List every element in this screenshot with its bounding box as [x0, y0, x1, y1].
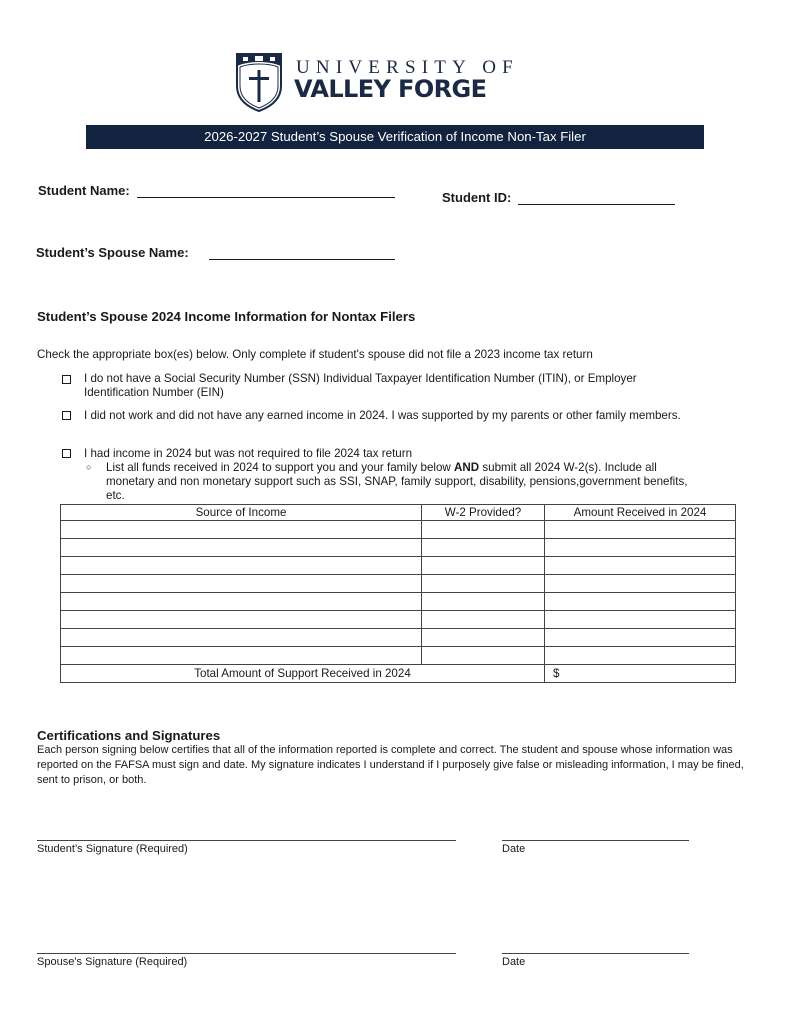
spouse-name-label: Student’s Spouse Name: [36, 245, 189, 260]
student-id-label: Student ID: [442, 190, 512, 205]
income-section-title: Student’s Spouse 2024 Income Information for Nontax Filers [37, 309, 416, 324]
source-cell[interactable] [61, 575, 422, 593]
income-instruction: Check the appropriate box(es) below. Only complete if student's spouse did not file a 2023 income tax return [37, 348, 593, 361]
w2-cell[interactable] [422, 557, 545, 575]
option-checkbox-not-required[interactable] [62, 449, 71, 458]
spouse-signature-label: Spouse’s Signature (Required) [37, 956, 188, 968]
source-cell[interactable] [61, 629, 422, 647]
amount-cell[interactable] [545, 575, 736, 593]
source-cell[interactable] [61, 539, 422, 557]
option-label-not-required: I had income in 2024 but was not required to file 2024 tax return [84, 447, 413, 460]
table-row [61, 539, 736, 557]
table-row [61, 629, 736, 647]
funds-instruction-part1: List all funds received in 2024 to support you and your family below [106, 461, 455, 474]
funds-instruction-emphasis: AND [454, 461, 480, 474]
hollow-circle-bullet-icon: ○ [86, 462, 92, 472]
student-name-label: Student Name: [38, 183, 130, 198]
amount-cell[interactable] [545, 593, 736, 611]
w2-cell[interactable] [422, 611, 545, 629]
table-total-row [61, 665, 736, 683]
option-label-no-income: I did not work and did not have any earned income in 2024. I was supported by my parents or other family members. [84, 409, 681, 422]
option-label-no-ssn: I do not have a Social Security Number (SSN) Individual Taxpayer Identification Number (ITIN), or Employer Identification Number (EIN) [84, 372, 637, 399]
table-row [61, 557, 736, 575]
certifications-text: Each person signing below certifies that all of the information reported is complete and correct. The student and spouse whose information was reported on the FAFSA must sign and date. My signature indicates I understand if I purposely give false or misleading information, I may be fined, sent to prison, or both. [37, 744, 744, 786]
student-date-line[interactable] [502, 840, 689, 841]
spouse-name-field[interactable] [209, 259, 395, 260]
total-support-value[interactable]: $ [545, 665, 736, 683]
spouse-date-label: Date [502, 956, 526, 968]
form-title-banner: 2026-2027 Student’s Spouse Verification of Income Non-Tax Filer [86, 125, 704, 149]
column-header-source: Source of Income [61, 505, 422, 521]
w2-cell[interactable] [422, 593, 545, 611]
table-header-row [61, 505, 736, 521]
w2-cell[interactable] [422, 521, 545, 539]
table-row [61, 593, 736, 611]
student-signature-line[interactable] [37, 840, 456, 841]
logo-wordmark-line2: VALLEY FORGE [294, 75, 487, 103]
amount-cell[interactable] [545, 647, 736, 665]
funds-instruction [106, 461, 706, 503]
certifications-title: Certifications and Signatures [37, 728, 221, 743]
w2-cell[interactable] [422, 647, 545, 665]
source-cell[interactable] [61, 557, 422, 575]
student-name-field[interactable] [137, 197, 395, 198]
student-signature-label: Student’s Signature (Required) [37, 843, 188, 855]
spouse-date-line[interactable] [502, 953, 689, 954]
amount-cell[interactable] [545, 521, 736, 539]
option-checkbox-no-ssn[interactable] [62, 375, 71, 384]
table-row [61, 611, 736, 629]
source-cell[interactable] [61, 647, 422, 665]
total-support-label: Total Amount of Support Received in 2024 [61, 665, 545, 683]
source-cell[interactable] [61, 593, 422, 611]
table-row [61, 647, 736, 665]
amount-cell[interactable] [545, 611, 736, 629]
column-header-w2: W-2 Provided? [422, 505, 545, 521]
student-id-field[interactable] [518, 204, 675, 205]
logo-wordmark-line1: UNIVERSITY OF [296, 57, 519, 78]
source-cell[interactable] [61, 611, 422, 629]
amount-cell[interactable] [545, 629, 736, 647]
student-date-label: Date [502, 843, 526, 855]
spouse-signature-line[interactable] [37, 953, 456, 954]
w2-cell[interactable] [422, 629, 545, 647]
amount-cell[interactable] [545, 557, 736, 575]
w2-cell[interactable] [422, 575, 545, 593]
w2-cell[interactable] [422, 539, 545, 557]
table-row [61, 521, 736, 539]
table-row [61, 575, 736, 593]
option-checkbox-no-income[interactable] [62, 411, 71, 420]
source-cell[interactable] [61, 521, 422, 539]
column-header-amount: Amount Received in 2024 [545, 505, 736, 521]
amount-cell[interactable] [545, 539, 736, 557]
shield-cross-icon [234, 50, 284, 112]
income-table [60, 504, 736, 683]
funds-instruction-part2: submit all 2024 W-2(s). Include all monetary and non monetary support such as SSI, SNAP, family support, disability, pensions,government benefits, etc. [106, 461, 688, 502]
